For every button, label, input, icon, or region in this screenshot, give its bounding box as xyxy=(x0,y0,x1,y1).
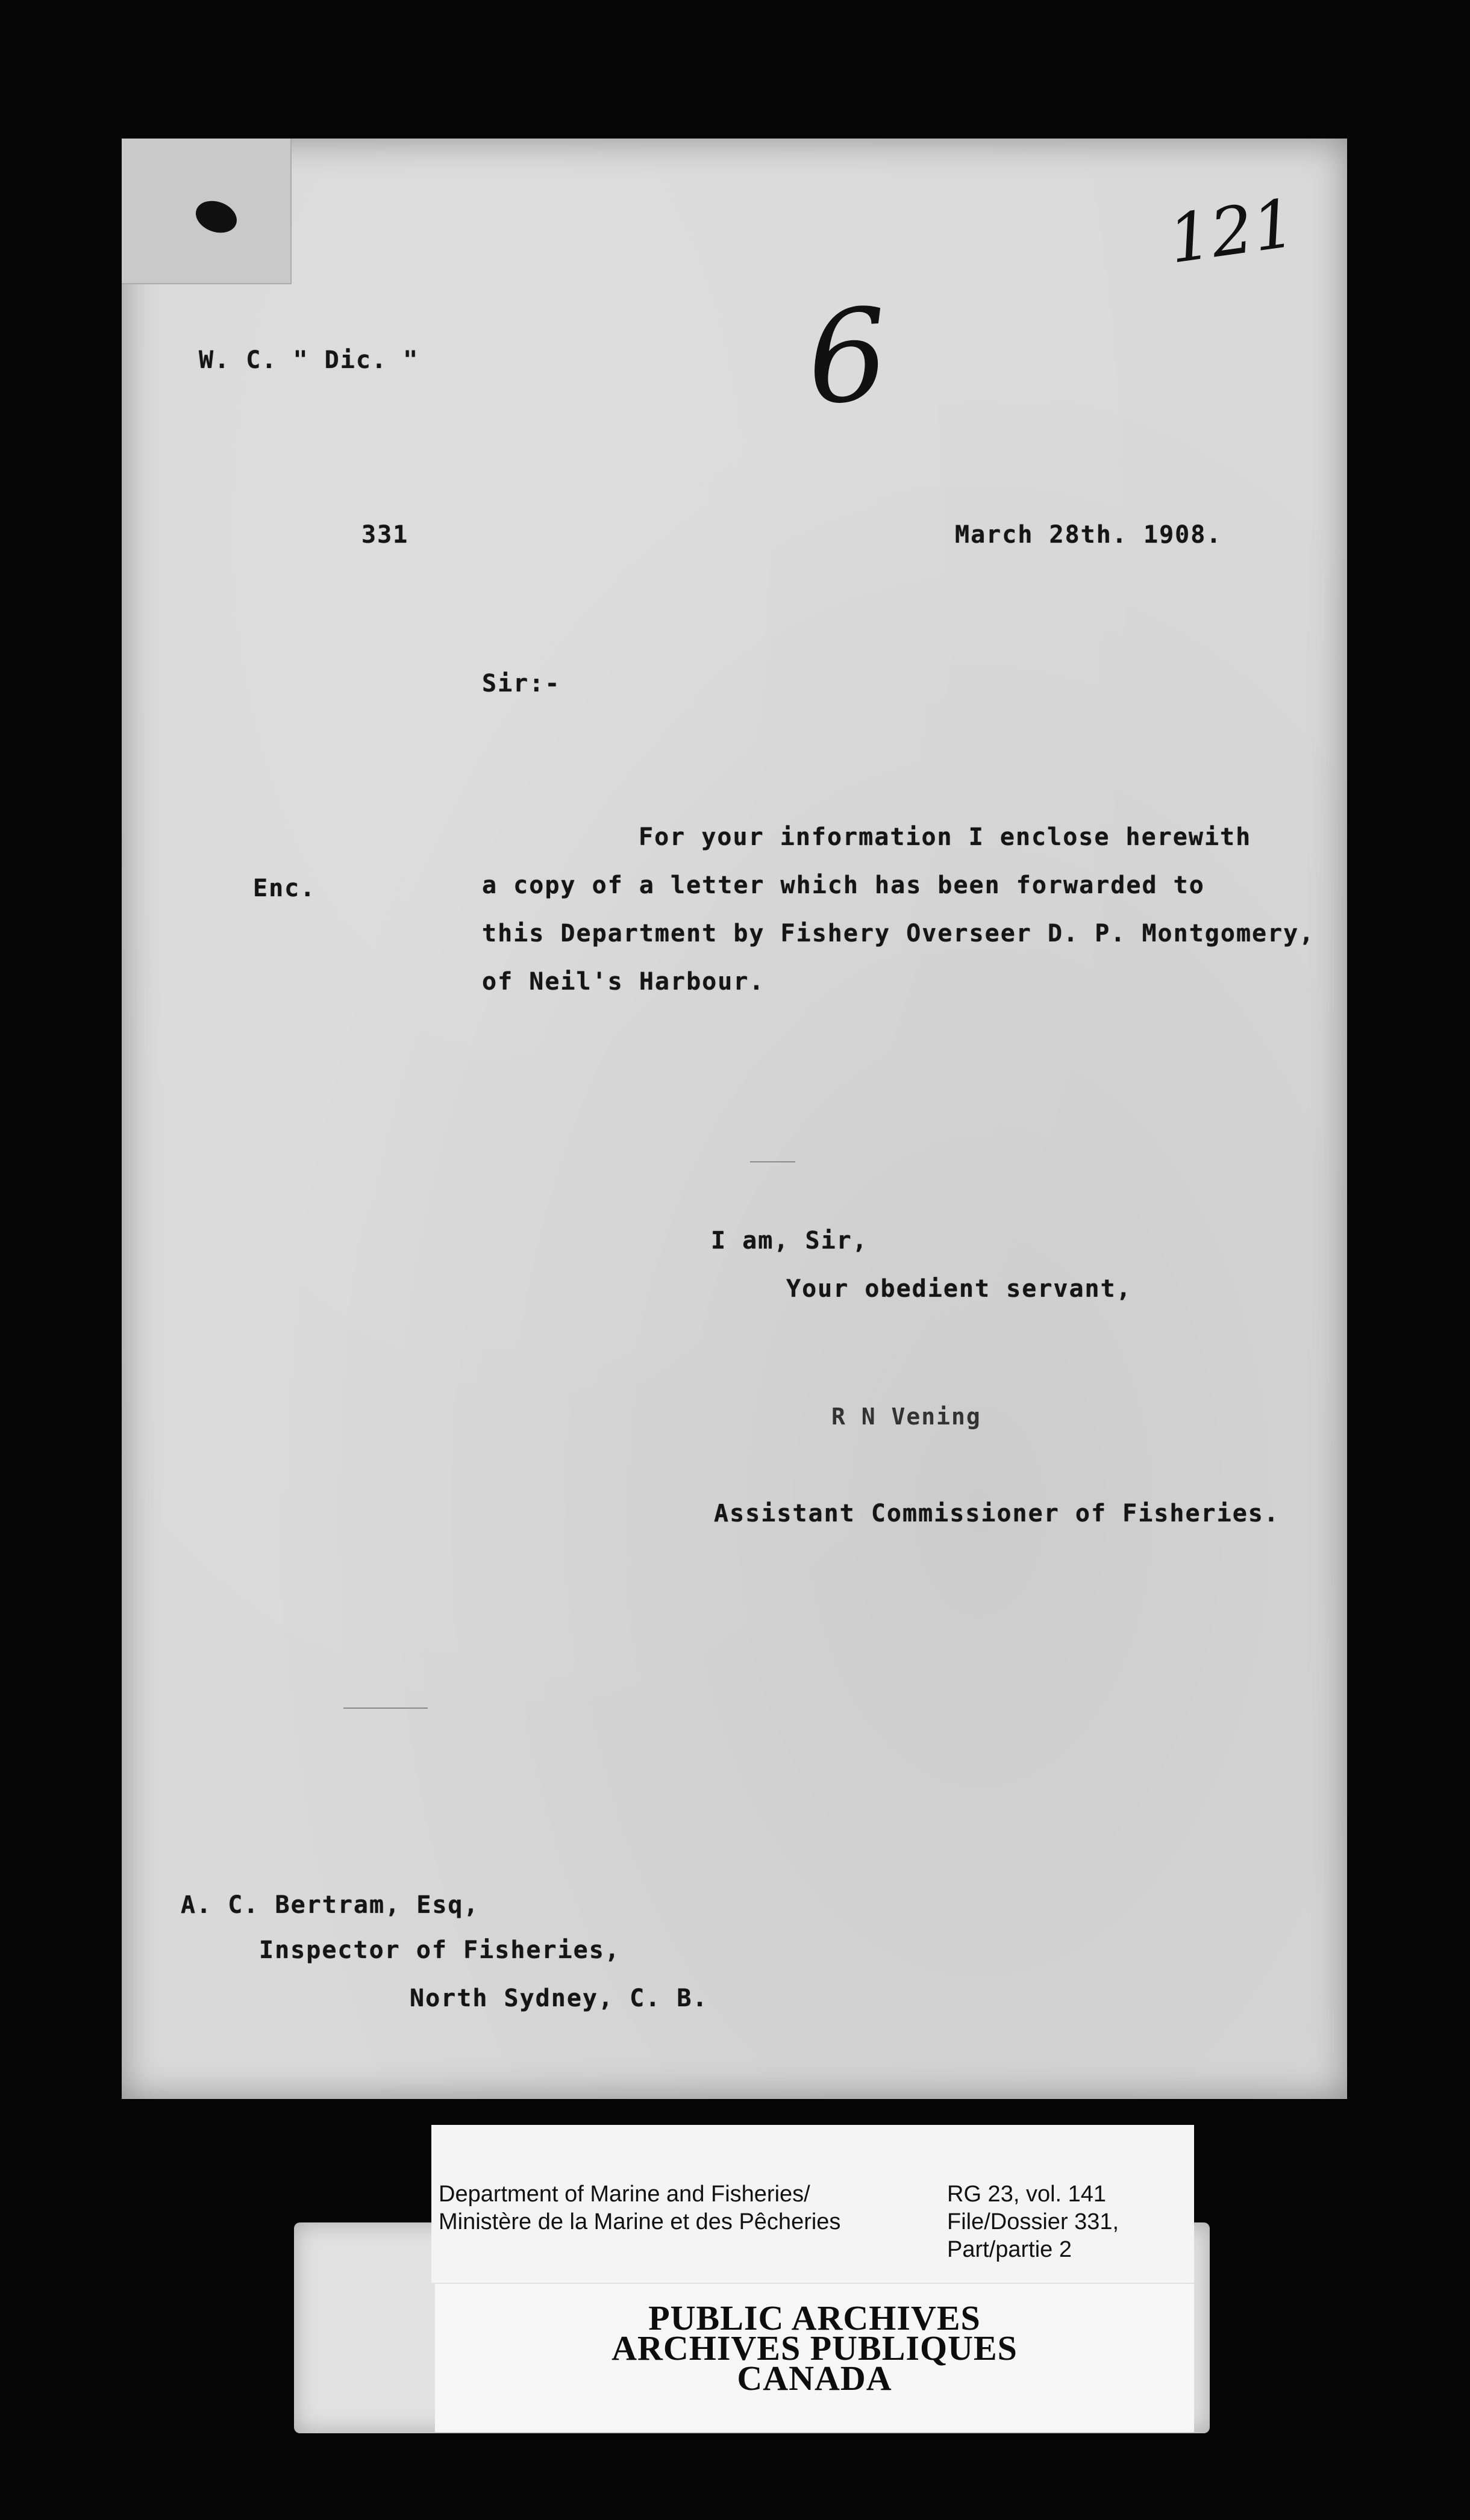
addressee-line: A. C. Bertram, Esq, xyxy=(181,1891,480,1919)
salutation: Sir:- xyxy=(482,670,561,697)
body-line: this Department by Fishery Overseer D. P. Montgomery, xyxy=(482,920,1315,947)
signature: R N Vening xyxy=(831,1403,981,1430)
letter-date: March 28th. 1908. xyxy=(955,521,1222,549)
closing-line: I am, Sir, xyxy=(711,1227,868,1255)
page-mark: 6 xyxy=(802,280,893,434)
signatory-title: Assistant Commissioner of Fisheries. xyxy=(714,1500,1280,1527)
stamp-line: CANADA xyxy=(737,2359,892,2398)
body-line: of Neil's Harbour. xyxy=(482,968,765,996)
margin-mark xyxy=(343,1708,428,1709)
divider-mark xyxy=(750,1161,795,1162)
stamp-line: ARCHIVES PUBLIQUES xyxy=(611,2328,1018,2368)
department-line: Ministère de la Marine et des Pêcheries xyxy=(439,2209,841,2235)
addressee-line: North Sydney, C. B. xyxy=(410,1985,708,2012)
body-line: For your information I enclose herewith xyxy=(639,823,1252,851)
addressee-line: Inspector of Fisheries, xyxy=(259,1936,621,1964)
letter-page xyxy=(122,139,1347,2099)
archive-reference-line: Part/partie 2 xyxy=(947,2237,1072,2262)
department-line: Department of Marine and Fisheries/ xyxy=(439,2182,810,2207)
enclosure-note: Enc. xyxy=(253,875,316,902)
body-line: a copy of a letter which has been forwarded to xyxy=(482,872,1205,899)
archive-reference-line: RG 23, vol. 141 xyxy=(947,2182,1107,2207)
reference-code: W. C. " Dic. " xyxy=(199,346,419,374)
stamp-line: PUBLIC ARCHIVES xyxy=(648,2298,981,2338)
file-number: 331 xyxy=(361,521,409,549)
folio-number: 121 xyxy=(1164,184,1300,278)
closing-line: Your obedient servant, xyxy=(786,1275,1132,1303)
archive-reference-line: File/Dossier 331, xyxy=(947,2209,1119,2235)
